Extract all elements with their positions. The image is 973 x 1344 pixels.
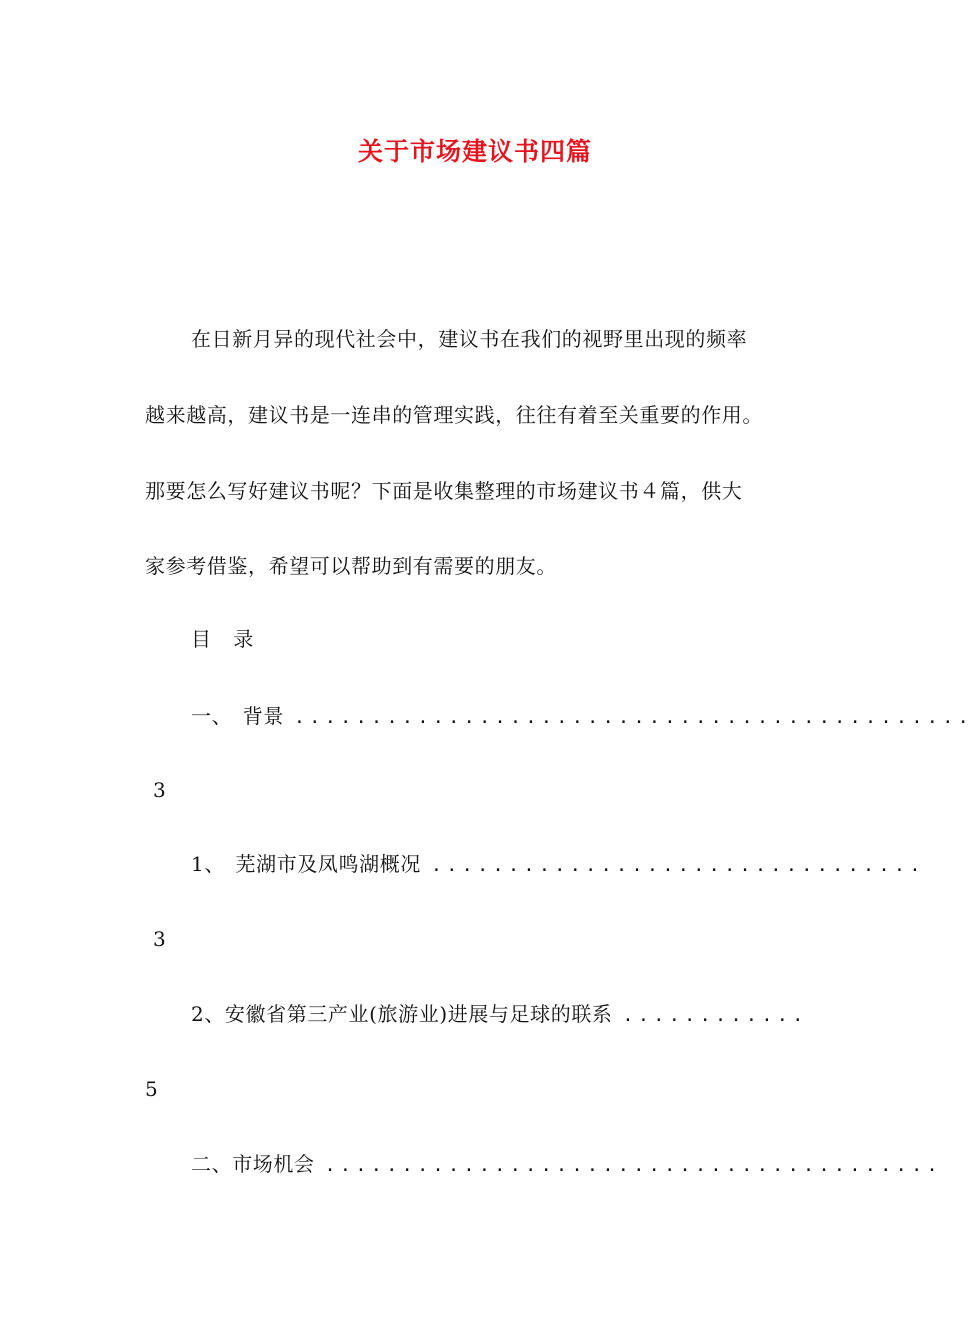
toc-heading: 目 录 [191, 627, 262, 651]
toc-entry-label: 2、安徽省第三产业(旅游业)进展与足球的联系 [191, 1002, 613, 1026]
toc-entry-market-opportunity[interactable] [191, 1150, 943, 1180]
toc-entry-label: 1、 芜湖市及凤鸣湖概况 [191, 852, 421, 876]
toc-entry-label: 一、 背景 [191, 704, 284, 728]
toc-leader-dots: ............................................ [294, 707, 973, 728]
intro-paragraph-line-2: 越来越高，建议书是一连串的管理实践，往往有着至关重要的作用。 [145, 403, 763, 427]
toc-leader-dots: ................................ [430, 855, 925, 876]
intro-paragraph-line-3: 那要怎么写好建议书呢？下面是收集整理的市场建议书４篇，供大 [145, 479, 743, 503]
toc-entry-label: 二、市场机会 [191, 1152, 315, 1176]
document-title: 关于市场建议书四篇 [357, 137, 592, 166]
toc-page-number: 3 [153, 778, 166, 802]
toc-leader-dots: ............ [622, 1005, 808, 1026]
toc-entry-background[interactable] [191, 702, 973, 732]
toc-leader-dots: ........................................ [324, 1155, 943, 1176]
toc-entry-wuhu-overview[interactable] [191, 850, 925, 880]
intro-paragraph-line-4: 家参考借鉴，希望可以帮助到有需要的朋友。 [145, 554, 557, 578]
toc-page-number: 3 [153, 927, 166, 951]
intro-paragraph-line-1: 在日新月异的现代社会中，建议书在我们的视野里出现的频率 [191, 327, 748, 351]
toc-entry-anhui-tertiary-industry[interactable] [191, 1000, 806, 1030]
toc-page-number: 5 [145, 1077, 158, 1101]
